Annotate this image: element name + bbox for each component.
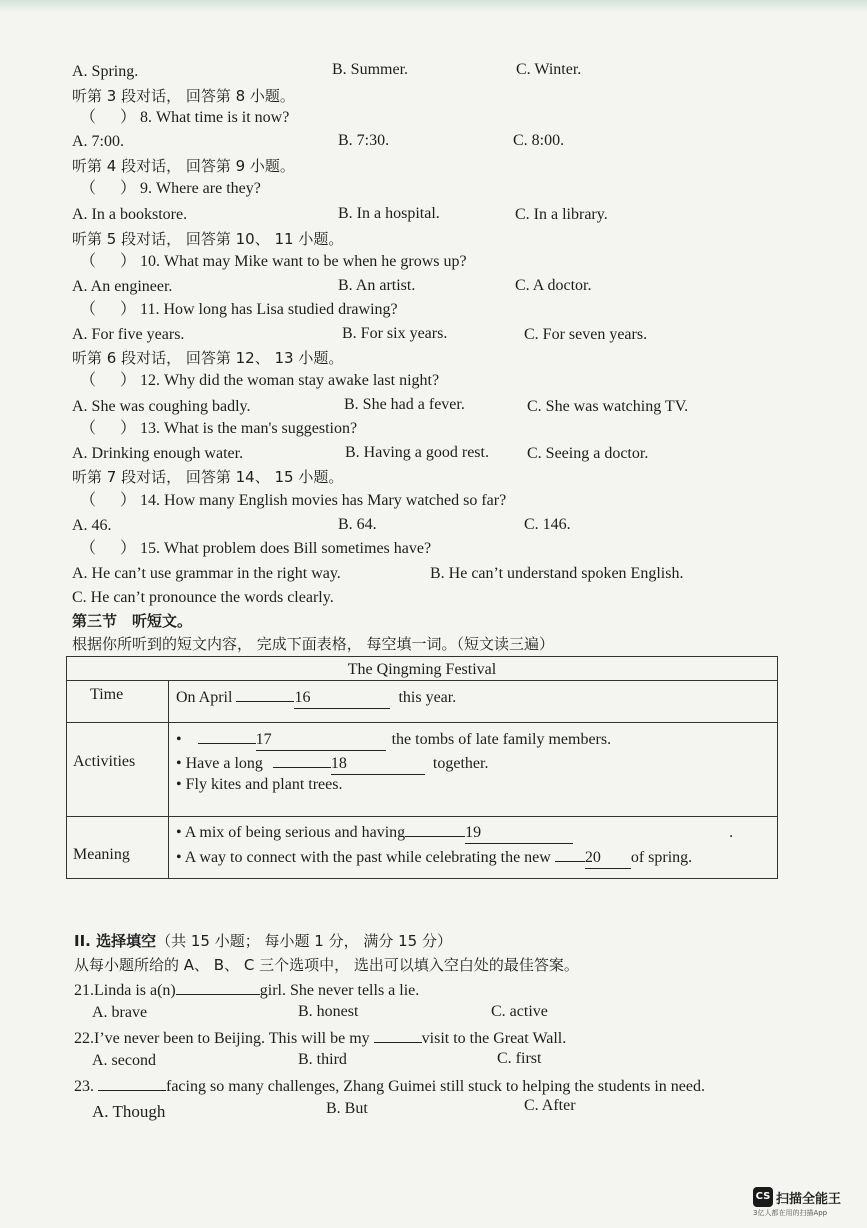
question-23-prefix: 23. [74,1078,94,1095]
answer-paren-close: ） [120,109,137,126]
q9-option-a: A. In a bookstore. [72,206,188,223]
q9-option-b: B. In a hospital. [338,205,440,222]
answer-paren-close: ） [120,372,137,389]
question-12 [80,371,439,391]
question-15-text: 15. What problem does Bill sometimes have? [140,540,432,557]
part-2-header [74,931,452,952]
q14-option-c: C. 146. [524,516,571,533]
bullet: • [176,731,182,748]
meaning-2-prefix: • A way to connect with the past while celebrating the new [176,849,551,866]
q13-option-b: B. Having a good rest. [345,444,489,461]
q7-option-a: A. Spring. [72,63,139,80]
q13-option-c: C. Seeing a doctor. [527,445,649,462]
activity-1-suffix: the tombs of late family members. [391,731,612,748]
activity-2-suffix: together. [432,755,489,772]
answer-paren-close: ） [120,540,137,557]
question-21-prefix: 21.Linda is a(n) [74,982,176,999]
answer-paren-close: ） [120,253,137,270]
row-label-activities: Activities [73,753,136,770]
dialog-7-instruction: 听第 7 段对话， 回答第 14、 15 小题。 [72,468,344,486]
q10-option-b: B. An artist. [338,277,416,294]
question-22-prefix: 22.I’ve never been to Beijing. This will be my [74,1030,370,1047]
question-12-text: 12. Why did the woman stay awake last night? [140,372,440,389]
blank-19-left [405,820,465,837]
watermark-name: 扫描全能王 [776,1191,842,1207]
blank-17 [256,730,386,751]
table-divider [66,680,778,681]
question-21 [74,978,419,1001]
table-title: The Qingming Festival [347,661,497,678]
q21-option-b: B. honest [298,1003,359,1020]
table-divider [66,816,778,817]
q22-option-a: A. second [92,1052,156,1069]
dialog-6-instruction: 听第 6 段对话， 回答第 12、 13 小题。 [72,349,344,367]
dialog-4-instruction: 听第 4 段对话， 回答第 9 小题。 [72,157,295,175]
activity-2 [176,751,488,775]
activity-2-prefix: • Have a long [176,755,263,772]
scan-top-edge [0,0,867,12]
q11-option-b: B. For six years. [342,325,448,342]
q12-option-b: B. She had a fever. [344,396,465,413]
question-11-text: 11. How long has Lisa studied drawing? [140,301,398,318]
question-23-blank [98,1074,166,1091]
q11-option-a: A. For five years. [72,326,185,343]
q21-option-c: C. active [491,1003,548,1020]
q10-option-c: C. A doctor. [515,277,592,294]
question-23 [74,1074,705,1097]
blank-18-left [273,751,331,768]
answer-paren-close: ） [120,301,137,318]
answer-paren-open: （ [80,180,97,197]
answer-paren-open: （ [80,372,97,389]
part-2-instruction: 从每小题所给的 A、 B、 C 三个选项中， 选出可以填入空白处的最佳答案。 [74,956,579,974]
blank-20-left [555,845,585,862]
q23-option-a: A. Though [92,1102,166,1121]
row-label-meaning: Meaning [73,846,130,863]
q14-option-b: B. 64. [338,516,377,533]
table-divider [66,722,778,723]
meaning-2-suffix: of spring. [630,849,693,866]
q8-option-b: B. 7:30. [338,132,390,149]
question-14 [80,491,506,511]
question-13 [80,419,357,439]
q23-option-b: B. But [326,1100,368,1117]
question-21-blank [176,978,260,995]
question-14-text: 14. How many English movies has Mary watched so far? [140,492,507,509]
meaning-1 [176,820,733,844]
q12-option-a: A. She was coughing badly. [72,398,251,415]
blank-20-number: 20 [584,849,601,866]
question-8 [80,108,289,128]
question-22-suffix: visit to the Great Wall. [421,1030,567,1047]
q11-option-c: C. For seven years. [524,326,648,343]
time-cell [176,685,456,709]
watermark-tagline: 3亿人都在用的扫描App [753,1209,828,1217]
question-15 [80,539,431,559]
time-suffix: this year. [398,689,457,706]
meaning-1-prefix: • A mix of being serious and having [176,824,406,841]
question-8-text: 8. What time is it now? [140,109,290,126]
dialog-5-instruction: 听第 5 段对话， 回答第 10、 11 小题。 [72,230,344,248]
camscanner-logo: CS [753,1187,773,1207]
blank-19 [465,823,573,844]
answer-paren-close: ） [120,180,137,197]
blank-17-left [198,727,256,744]
q23-option-c: C. After [524,1097,576,1114]
dialog-3-instruction: 听第 3 段对话， 回答第 8 小题。 [72,87,295,105]
answer-paren-open: （ [80,492,97,509]
q10-option-a: A. An engineer. [72,278,173,295]
question-23-suffix: facing so many challenges, Zhang Guimei still stuck to helping the students in need. [166,1078,705,1095]
q15-option-c: C. He can’t pronounce the words clearly. [72,589,334,606]
time-prefix: On April [176,689,233,706]
question-22 [74,1026,566,1049]
activity-3: • Fly kites and plant trees. [176,776,343,793]
blank-19-number: 19 [465,824,482,841]
question-10 [80,252,467,272]
question-22-blank [374,1026,422,1043]
answer-paren-close: ） [120,420,137,437]
answer-paren-open: （ [80,109,97,126]
q7-option-c: C. Winter. [516,61,582,78]
answer-paren-open: （ [80,420,97,437]
q8-option-c: C. 8:00. [513,132,565,149]
question-10-text: 10. What may Mike want to be when he grows up? [140,253,467,270]
blank-18-number: 18 [330,755,347,772]
section-3-title: 第三节 听短文。 [72,612,193,630]
q15-option-a: A. He can’t use grammar in the right way. [72,565,341,582]
activity-1 [176,727,611,751]
answer-paren-open: （ [80,253,97,270]
answer-paren-open: （ [80,301,97,318]
question-11 [80,300,398,320]
q8-option-a: A. 7:00. [72,133,124,150]
part-2-title: II. 选择填空 [74,932,157,950]
blank-20 [585,848,631,869]
question-13-text: 13. What is the man's suggestion? [140,420,358,437]
answer-paren-close: ） [120,492,137,509]
blank-16-number: 16 [294,689,311,706]
table-column-divider [168,680,169,879]
q22-option-b: B. third [298,1051,347,1068]
q12-option-c: C. She was watching TV. [527,398,689,415]
blank-18 [331,754,425,775]
meaning-1-period: . [729,824,734,841]
blank-17-number: 17 [255,731,272,748]
part-2-detail: （共 15 小题； 每小题 1 分， 满分 15 分） [156,932,452,950]
q14-option-a: A. 46. [72,517,112,534]
row-label-time: Time [90,686,124,703]
answer-paren-open: （ [80,540,97,557]
q7-option-b: B. Summer. [332,61,409,78]
q9-option-c: C. In a library. [515,206,608,223]
blank-16 [294,688,390,709]
question-9-text: 9. Where are they? [140,180,261,197]
question-9 [80,179,261,199]
q22-option-c: C. first [497,1050,542,1067]
scanner-watermark [753,1187,853,1218]
q13-option-a: A. Drinking enough water. [72,445,244,462]
q21-option-a: A. brave [92,1004,148,1021]
section-3-instruction: 根据你所听到的短文内容， 完成下面表格， 每空填一词。（短文读三遍） [72,635,555,653]
q15-option-b: B. He can’t understand spoken English. [430,565,684,582]
blank-16-left [236,685,294,702]
question-21-suffix: girl. She never tells a lie. [259,982,420,999]
meaning-2 [176,845,692,869]
